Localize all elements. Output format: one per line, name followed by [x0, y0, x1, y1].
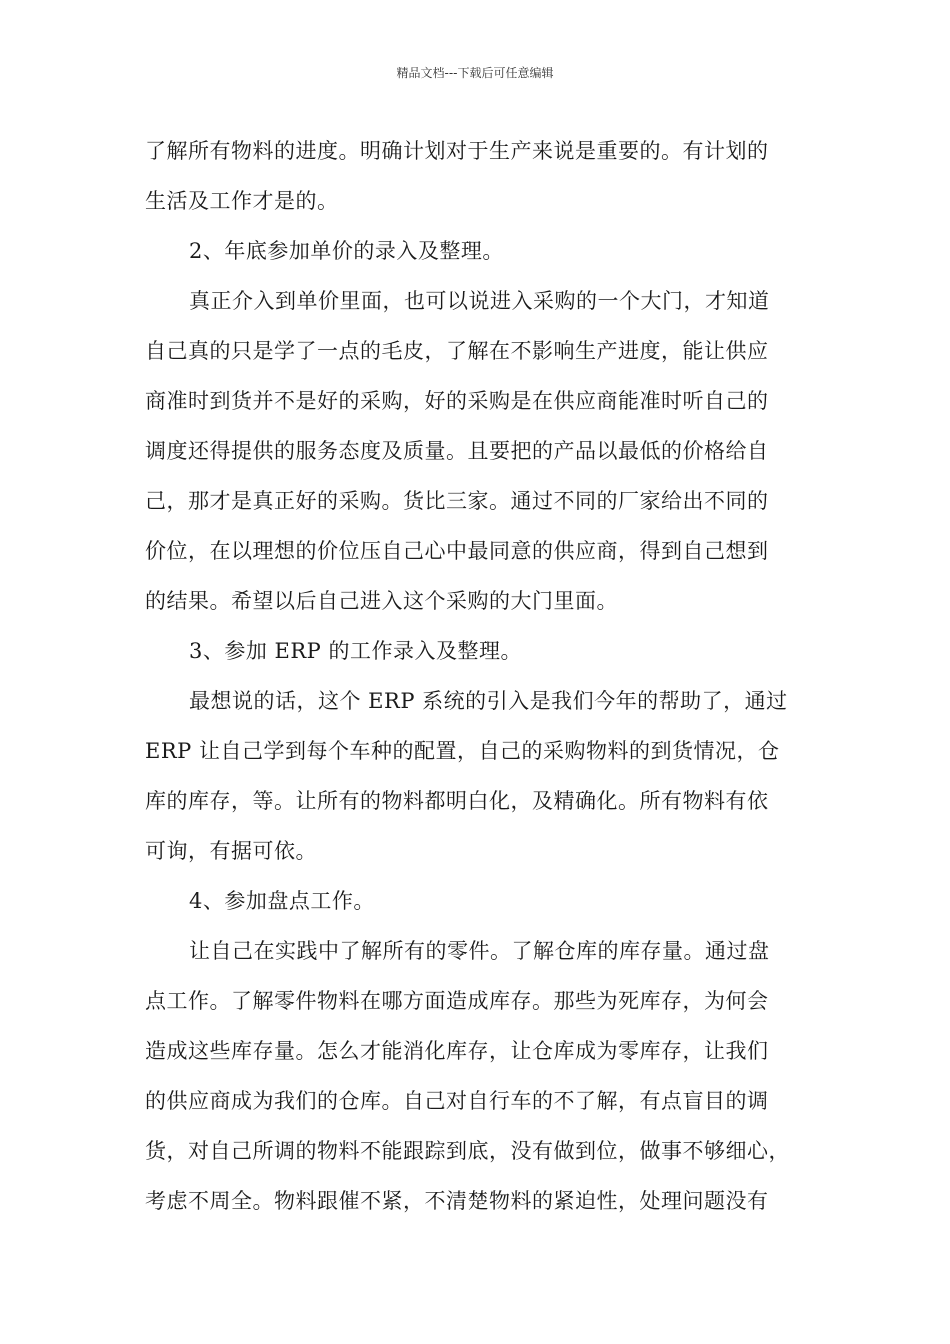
- text-line: 的结果。希望以后自己进入这个采购的大门里面。: [145, 589, 618, 613]
- text-line: 货，对自己所调的物料不能跟踪到底，没有做到位，做事不够细心，: [145, 1139, 790, 1163]
- text-line: 价位，在以理想的价位压自己心中最同意的供应商，得到自己想到: [145, 539, 769, 563]
- text-line: 的供应商成为我们的仓库。自己对自行车的不了解，有点盲目的调: [145, 1089, 769, 1113]
- text-line: 己，那才是真正好的采购。货比三家。通过不同的厂家给出不同的: [145, 489, 769, 513]
- text-line: 考虑不周全。物料跟催不紧，不清楚物料的紧迫性，处理问题没有: [145, 1189, 769, 1213]
- text-line: 了解所有物料的进度。明确计划对于生产来说是重要的。有计划的: [145, 139, 769, 163]
- section-heading: 2、年底参加单价的录入及整理。: [189, 239, 504, 263]
- text-line: 点工作。了解零件物料在哪方面造成库存。那些为死库存，为何会: [145, 989, 769, 1013]
- page-header: 精品文档---下载后可任意编辑: [396, 66, 554, 80]
- text-line: 库的库存，等。让所有的物料都明白化，及精确化。所有物料有依: [145, 789, 769, 813]
- text-line: 让自己在实践中了解所有的零件。了解仓库的库存量。通过盘: [189, 939, 770, 963]
- section-heading: 3、参加 ERP 的工作录入及整理。: [189, 639, 522, 663]
- text-line: 真正介入到单价里面，也可以说进入采购的一个大门，才知道: [189, 289, 770, 313]
- text-line: 造成这些库存量。怎么才能消化库存，让仓库成为零库存，让我们: [145, 1039, 769, 1063]
- text-line: ERP 让自己学到每个车种的配置，自己的采购物料的到货情况，仓: [145, 739, 780, 763]
- text-line: 调度还得提供的服务态度及质量。且要把的产品以最低的价格给自: [145, 439, 769, 463]
- section-heading: 4、参加盘点工作。: [189, 889, 375, 913]
- text-line: 生活及工作才是的。: [145, 189, 339, 213]
- text-line: 自己真的只是学了一点的毛皮，了解在不影响生产进度，能让供应: [145, 339, 769, 363]
- text-line: 最想说的话，这个 ERP 系统的引入是我们今年的帮助了，通过: [189, 689, 788, 713]
- text-line: 可询，有据可依。: [145, 839, 317, 863]
- document-body: [145, 126, 823, 1226]
- text-line: 商准时到货并不是好的采购，好的采购是在供应商能准时听自己的: [145, 389, 769, 413]
